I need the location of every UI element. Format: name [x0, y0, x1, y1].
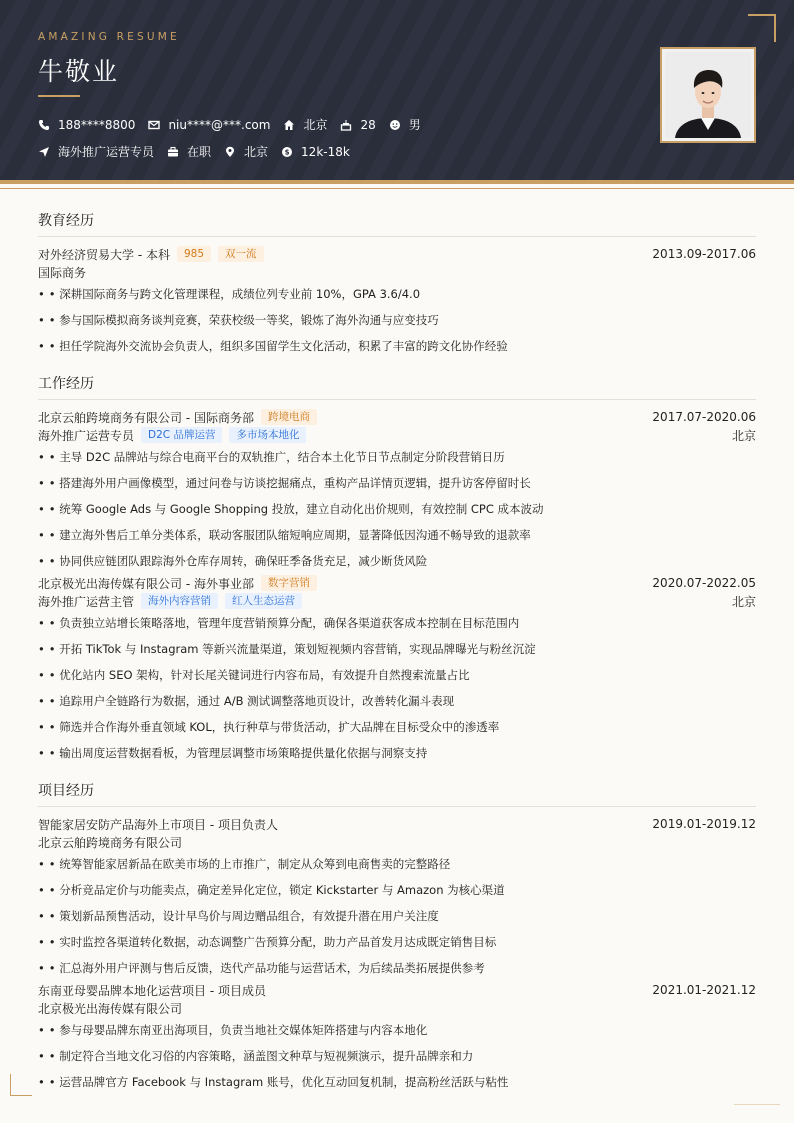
education-entry: [38, 245, 756, 359]
role-tag: 海外内容营销: [141, 593, 218, 609]
job-intent-row: [38, 143, 363, 160]
date-range: 2013.09-2017.06: [652, 247, 756, 261]
cake-icon: [340, 119, 352, 131]
briefcase-icon: [167, 146, 179, 158]
date-range: 2017.07-2020.06: [652, 410, 756, 424]
list-item: • • 搭建海外用户画像模型，通过问卷与访谈挖掘痛点，重构产品详情页逻辑，提升访客停留时长: [38, 476, 531, 490]
corner-ornament: [748, 14, 776, 42]
resume-kicker: AMAZING RESUME: [38, 31, 180, 43]
company-tag: 数字营销: [261, 575, 317, 591]
project-name: 智能家居安防产品海外上市项目 - 项目负责人: [38, 817, 278, 832]
list-item: • • 负责独立站增长策略落地，管理年度营销预算分配，确保各渠道获客成本控制在目标范围内: [38, 616, 520, 630]
role-tag: 红人生态运营: [225, 593, 302, 609]
list-item: • • 主导 D2C 品牌站与综合电商平台的双轨推广，结合本土化节日节点制定分阶段营销日历: [38, 450, 505, 464]
corner-ornament: [10, 1074, 32, 1096]
list-item: • • 协同供应链团队跟踪海外仓库存周转，确保旺季备货充足，减少断货风险: [38, 554, 428, 568]
job-role: 海外推广运营专员: [38, 428, 135, 443]
project-entry: [38, 981, 756, 1095]
school-tag: 双一流: [218, 246, 264, 262]
list-item: • • 统筹智能家居新品在欧美市场的上市推广，制定从众筹到电商售卖的完整路径: [38, 857, 451, 871]
list-item: • • 运营品牌官方 Facebook 与 Instagram 账号，优化互动回复机制，提高粉丝活跃与粘性: [38, 1075, 509, 1089]
gender-icon: [389, 119, 401, 131]
list-item: • • 追踪用户全链路行为数据，通过 A/B 测试调整落地页设计，改善转化漏斗表现: [38, 694, 455, 708]
target-position: 海外推广运营专员: [38, 143, 154, 160]
list-item: • • 参与国际模拟商务谈判竞赛，荣获校级一等奖，锻炼了海外沟通与应变技巧: [38, 313, 439, 327]
company-name: 北京极光出海传媒有限公司 - 海外事业部: [38, 576, 254, 591]
project-org: 北京极光出海传媒有限公司: [38, 1001, 183, 1016]
list-item: • • 汇总海外用户评测与售后反馈，迭代产品功能与运营话术，为后续品类拓展提供参考: [38, 961, 485, 975]
home-icon: [283, 119, 295, 131]
company-name: 北京云舶跨境商务有限公司 - 国际商务部: [38, 410, 254, 425]
project-entry: [38, 815, 756, 981]
date-range: 2019.01-2019.12: [652, 817, 756, 831]
list-item: • • 筛选并合作海外垂直领域 KOL，执行种草与带货活动，扩大品牌在目标受众中的渗透率: [38, 720, 500, 734]
list-item: • • 输出周度运营数据看板，为管理层调整市场策略提供量化依据与洞察支持: [38, 746, 428, 760]
list-item: • • 深耕国际商务与跨文化管理课程，成绩位列专业前 10%，GPA 3.6/4.0: [38, 287, 421, 301]
list-item: • • 策划新品预售活动，设计早鸟价与周边赠品组合，有效提升潜在用户关注度: [38, 909, 439, 923]
expected-salary: $ 12k-18k: [281, 145, 350, 159]
date-range: 2021.01-2021.12: [652, 983, 756, 997]
email: niu****@***.com: [148, 118, 270, 132]
contact-row: [38, 116, 434, 133]
list-item: • • 分析竞品定价与功能卖点，确定差异化定位，锁定 Kickstarter 与 Amazon 为核心渠道: [38, 883, 505, 897]
residence: 北京: [283, 116, 327, 133]
send-icon: [38, 146, 50, 158]
job-city: 北京: [731, 594, 756, 609]
list-item: • • 担任学院海外交流协会负责人，组织多国留学生文化活动，积累了丰富的跨文化协作经验: [38, 339, 508, 353]
school-name: 对外经济贸易大学 - 本科: [38, 247, 170, 262]
education-section: [38, 210, 756, 359]
work-entry: [38, 408, 756, 574]
list-item: • • 开拓 TikTok 与 Instagram 等新兴流量渠道，策划短视频内容营销，实现品牌曝光与粉丝沉淀: [38, 642, 536, 656]
projects-section: [38, 780, 756, 1095]
section-title: 教育经历: [38, 210, 756, 237]
job-city: 北京: [731, 428, 756, 443]
project-name: 东南亚母婴品牌本地化运营项目 - 项目成员: [38, 983, 266, 998]
job-role: 海外推广运营主管: [38, 594, 135, 609]
employment-status: 在职: [167, 143, 211, 160]
location-icon: [224, 146, 236, 158]
phone: 188****8800: [38, 118, 135, 132]
role-tag: 多市场本地化: [229, 427, 306, 443]
name-underline: [38, 95, 80, 97]
list-item: • • 建立海外售后工单分类体系，联动客服团队缩短响应周期，显著降低因沟通不畅导致的退款率: [38, 528, 531, 542]
svg-text:$: $: [284, 148, 290, 157]
gender: 男: [389, 116, 421, 133]
phone-icon: [38, 119, 50, 131]
footer-ornament: [734, 1104, 780, 1105]
work-section: [38, 373, 756, 766]
project-org: 北京云舶跨境商务有限公司: [38, 835, 183, 850]
resume-header: [0, 0, 794, 184]
major: 国际商务: [38, 265, 87, 280]
date-range: 2020.07-2022.05: [652, 576, 756, 590]
candidate-name: 牛敬业: [38, 57, 120, 86]
section-title: 工作经历: [38, 373, 756, 400]
section-title: 项目经历: [38, 780, 756, 807]
age: 28: [340, 118, 375, 132]
work-entry: [38, 574, 756, 766]
header-divider: [0, 188, 794, 189]
company-tag: 跨境电商: [261, 409, 317, 425]
list-item: • • 实时监控各渠道转化数据，动态调整广告预算分配，助力产品首发月达成既定销售目标: [38, 935, 497, 949]
school-tag: 985: [177, 246, 211, 262]
resume-body: [38, 210, 756, 1109]
list-item: • • 优化站内 SEO 架构，针对长尾关键词进行内容布局，有效提升自然搜索流量占比: [38, 668, 470, 682]
salary-icon: [281, 146, 293, 158]
target-city: 北京: [224, 143, 268, 160]
role-tag: D2C 品牌运营: [141, 427, 222, 443]
avatar: [660, 47, 756, 143]
list-item: • • 制定符合当地文化习俗的内容策略，涵盖图文种草与短视频演示，提升品牌亲和力: [38, 1049, 474, 1063]
list-item: • • 统筹 Google Ads 与 Google Shopping 投放，建立自动化出价规则，有效控制 CPC 成本波动: [38, 502, 544, 516]
mail-icon: [148, 119, 160, 131]
list-item: • • 参与母婴品牌东南亚出海项目，负责当地社交媒体矩阵搭建与内容本地化: [38, 1023, 428, 1037]
